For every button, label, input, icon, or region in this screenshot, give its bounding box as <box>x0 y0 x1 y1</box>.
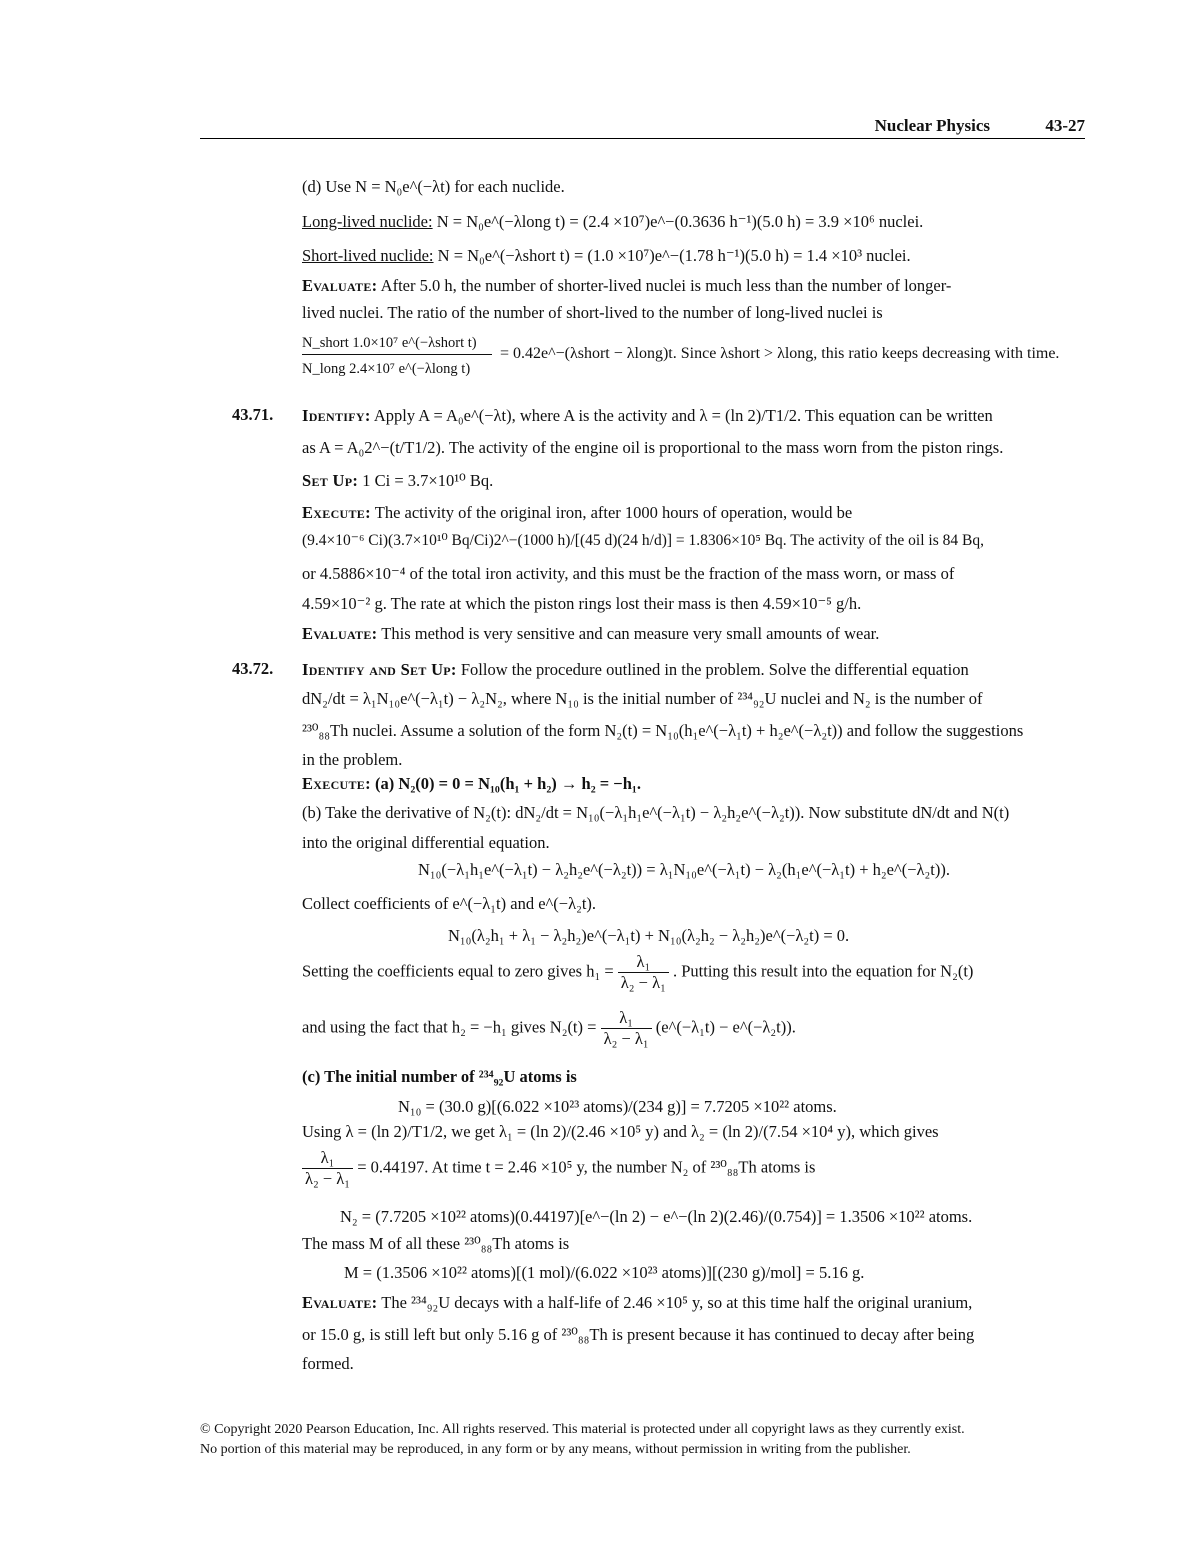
page-number: 43-27 <box>1045 116 1085 135</box>
p71-execute-2: (9.4×10⁻⁶ Ci)(3.7×10¹⁰ Bq/Ci)2^−(1000 h)/[(45 d)(24 h/d)] = 1.8306×10⁵ Bq. The activity of the oil is 84 Bq, <box>302 532 984 549</box>
ratio-denominator: N_long 2.4×10⁷ e^(−λlong t) <box>302 361 471 377</box>
long-label: Long-lived nuclide: <box>302 212 433 231</box>
b5-text-a: and using the fact that h₂ = −h₁ gives N₂(t) = <box>302 1017 597 1037</box>
short-equation: N = N₀e^(−λshort t) = (1.0 ×10⁷)e^−(1.78 h⁻¹)(5.0 h) = 1.4 ×10³ nuclei. <box>437 246 911 265</box>
part-c-text: (c) The initial number of ²³⁴₉₂U atoms is <box>302 1067 577 1086</box>
p72-b-eq2: N₁₀(λ₂h₁ + λ₁ − λ₂h₂)e^(−λ₁t) + N₁₀(λ₂h₂ − λ₂h₂)e^(−λ₂t) = 0. <box>448 926 850 945</box>
execute-label: Execute: <box>302 503 371 522</box>
evaluate-label: Evaluate: <box>302 1293 378 1312</box>
ratio-rest: = 0.42e^−(λshort − λlong)t. Since λshort > λlong, this ratio keeps decreasing with time. <box>500 345 1060 362</box>
p72-evaluate-2: or 15.0 g, is still left but only 5.16 g of ²³⁰₈₈Th is present because it has continued to decay after being <box>302 1325 975 1344</box>
identify-text-1: Follow the procedure outlined in the problem. Solve the differential equation <box>460 660 969 679</box>
b5-frac-bot: λ₂ − λ₁ <box>603 1029 649 1048</box>
p70d-evaluate-1 <box>302 275 951 297</box>
b5-text-b: (e^(−λ₁t) − e^(−λ₂t)). <box>655 1017 796 1037</box>
problem-number-43-72: 43.72. <box>232 659 274 678</box>
p72-identify-4: in the problem. <box>302 750 403 769</box>
p72-b-eq1: N₁₀(−λ₁h₁e^(−λ₁t) − λ₂h₂e^(−λ₂t)) = λ₁N₁₀e^(−λ₁t) − λ₂(h₁e^(−λ₁t) + h₂e^(−λ₂t)). <box>418 860 950 879</box>
evaluate-label: Evaluate: <box>302 276 378 295</box>
p72-identify-2: dN₂/dt = λ₁N₁₀e^(−λ₁t) − λ₂N₂, where N₁₀ is the initial number of ²³⁴₉₂U nuclei and N₂ is the number of <box>302 689 983 708</box>
copyright-line-2: No portion of this material may be reproduced, in any form or by any means, without permission in writing from the publisher. <box>200 1442 911 1457</box>
p72-c-eq2: N₂ = (7.7205 ×10²² atoms)(0.44197)[e^−(ln 2) − e^−(ln 2)(2.46)/(0.754)] = 1.3506 ×10²² atoms. <box>340 1207 973 1226</box>
p72-b-2: into the original differential equation. <box>302 833 550 852</box>
p71-identify-1 <box>302 405 993 427</box>
p70d-long <box>302 211 923 233</box>
execute-label: Execute: <box>302 774 371 793</box>
c3-text: = 0.44197. At time t = 2.46 ×10⁵ y, the number N₂ of ²³⁰₈₈Th atoms is <box>357 1157 816 1177</box>
c3-fraction <box>302 1148 353 1189</box>
c3-frac-bot: λ₂ − λ₁ <box>305 1169 351 1188</box>
p72-c-eq3: M = (1.3506 ×10²² atoms)[(1 mol)/(6.022 ×10²³ atoms)][(230 g)/mol] = 5.16 g. <box>344 1263 865 1282</box>
chapter-title: Nuclear Physics <box>874 116 990 135</box>
b4-fraction <box>618 952 669 993</box>
p72-evaluate-1 <box>302 1292 972 1314</box>
b4-frac-bot: λ₂ − λ₁ <box>620 973 666 992</box>
header-rule <box>200 138 1085 139</box>
short-label: Short-lived nuclide: <box>302 246 434 265</box>
evaluate-text-1: After 5.0 h, the number of shorter-lived nuclei is much less than the number of longer- <box>380 276 952 295</box>
p71-identify-2: as A = A₀2^−(t/T1/2). The activity of the engine oil is proportional to the mass worn from the piston rings. <box>302 438 1004 457</box>
page-header <box>200 116 1085 138</box>
setup-label: Set Up: <box>302 471 359 490</box>
execute-text-1: The activity of the original iron, after 1000 hours of operation, would be <box>374 503 853 522</box>
p72-evaluate-3: formed. <box>302 1354 354 1373</box>
identify-text-1: Apply A = A₀e^(−λt), where A is the activity and λ = (ln 2)/T1/2. This equation can be written <box>373 406 993 425</box>
p70d-short <box>302 245 911 267</box>
evaluate-text: This method is very sensitive and can measure very small amounts of wear. <box>381 624 880 643</box>
p70d-intro: (d) Use N = N₀e^(−λt) for each nuclide. <box>302 177 565 196</box>
p72-identify-3: ²³⁰₈₈Th nuclei. Assume a solution of the form N₂(t) = N₁₀(h₁e^(−λ₁t) + h₂e^(−λ₂t)) and follow the suggestions <box>302 721 1024 740</box>
part-a-text: (a) N₂(0) = 0 = N₁₀(h₁ + h₂) → h₂ = −h₁. <box>375 774 641 793</box>
identify-label: Identify and Set Up: <box>302 660 457 679</box>
p72-b-1: (b) Take the derivative of N₂(t): dN₂/dt = N₁₀(−λ₁h₁e^(−λ₁t) − λ₂h₂e^(−λ₂t)). Now substitute dN/dt and N(t) <box>302 803 1010 822</box>
evaluate-text-1: The ²³⁴₉₂U decays with a half-life of 2.46 ×10⁵ y, so at this time half the original uranium, <box>381 1293 973 1312</box>
p72-identify-1 <box>302 659 969 681</box>
p72-c-4: The mass M of all these ²³⁰₈₈Th atoms is <box>302 1234 570 1253</box>
p72-b-4 <box>302 952 973 993</box>
ratio-numerator: N_short 1.0×10⁷ e^(−λshort t) <box>302 335 477 351</box>
b4-frac-top: λ₁ <box>618 952 669 973</box>
p71-evaluate <box>302 623 879 645</box>
b4-text-b: . Putting this result into the equation for N₂(t) <box>672 961 974 981</box>
p71-execute-4: 4.59×10⁻² g. The rate at which the piston rings lost their mass is then 4.59×10⁻⁵ g/h. <box>302 594 862 613</box>
copyright-line-1: © Copyright 2020 Pearson Education, Inc. All rights reserved. This material is protected under all copyright laws as they currently exist. <box>200 1422 965 1437</box>
p72-c-eq1: N₁₀ = (30.0 g)[(6.022 ×10²³ atoms)/(234 g)] = 7.7205 ×10²² atoms. <box>398 1097 837 1116</box>
evaluate-label: Evaluate: <box>302 624 378 643</box>
p71-setup <box>302 470 493 492</box>
c3-frac-top: λ₁ <box>302 1148 353 1169</box>
identify-label: Identify: <box>302 406 371 425</box>
b4-text-a: Setting the coefficients equal to zero gives h₁ = <box>302 961 614 981</box>
p72-b-3: Collect coefficients of e^(−λ₁t) and e^(−λ₂t). <box>302 894 597 913</box>
b5-fraction <box>601 1008 652 1049</box>
p71-execute-3: or 4.5886×10⁻⁴ of the total iron activity, and this must be the fraction of the mass worn, or mass of <box>302 564 955 583</box>
p72-c-3 <box>302 1148 815 1189</box>
p72-b-5 <box>302 1008 796 1049</box>
p72-c-1 <box>302 1066 577 1088</box>
p72-execute-a <box>302 773 641 795</box>
p72-c-2: Using λ = (ln 2)/T1/2, we get λ₁ = (ln 2)/(2.46 ×10⁵ y) and λ₂ = (ln 2)/(7.54 ×10⁴ y), which gives <box>302 1122 939 1141</box>
p70d-evaluate-2: lived nuclei. The ratio of the number of short-lived to the number of long-lived nuclei is <box>302 303 883 322</box>
setup-text: 1 Ci = 3.7×10¹⁰ Bq. <box>362 471 494 490</box>
problem-number-43-71: 43.71. <box>232 405 274 424</box>
b5-frac-top: λ₁ <box>601 1008 652 1029</box>
long-equation: N = N₀e^(−λlong t) = (2.4 ×10⁷)e^−(0.3636 h⁻¹)(5.0 h) = 3.9 ×10⁶ nuclei. <box>436 212 924 231</box>
p71-execute-1 <box>302 502 852 524</box>
ratio-fraction-bar <box>302 354 492 355</box>
